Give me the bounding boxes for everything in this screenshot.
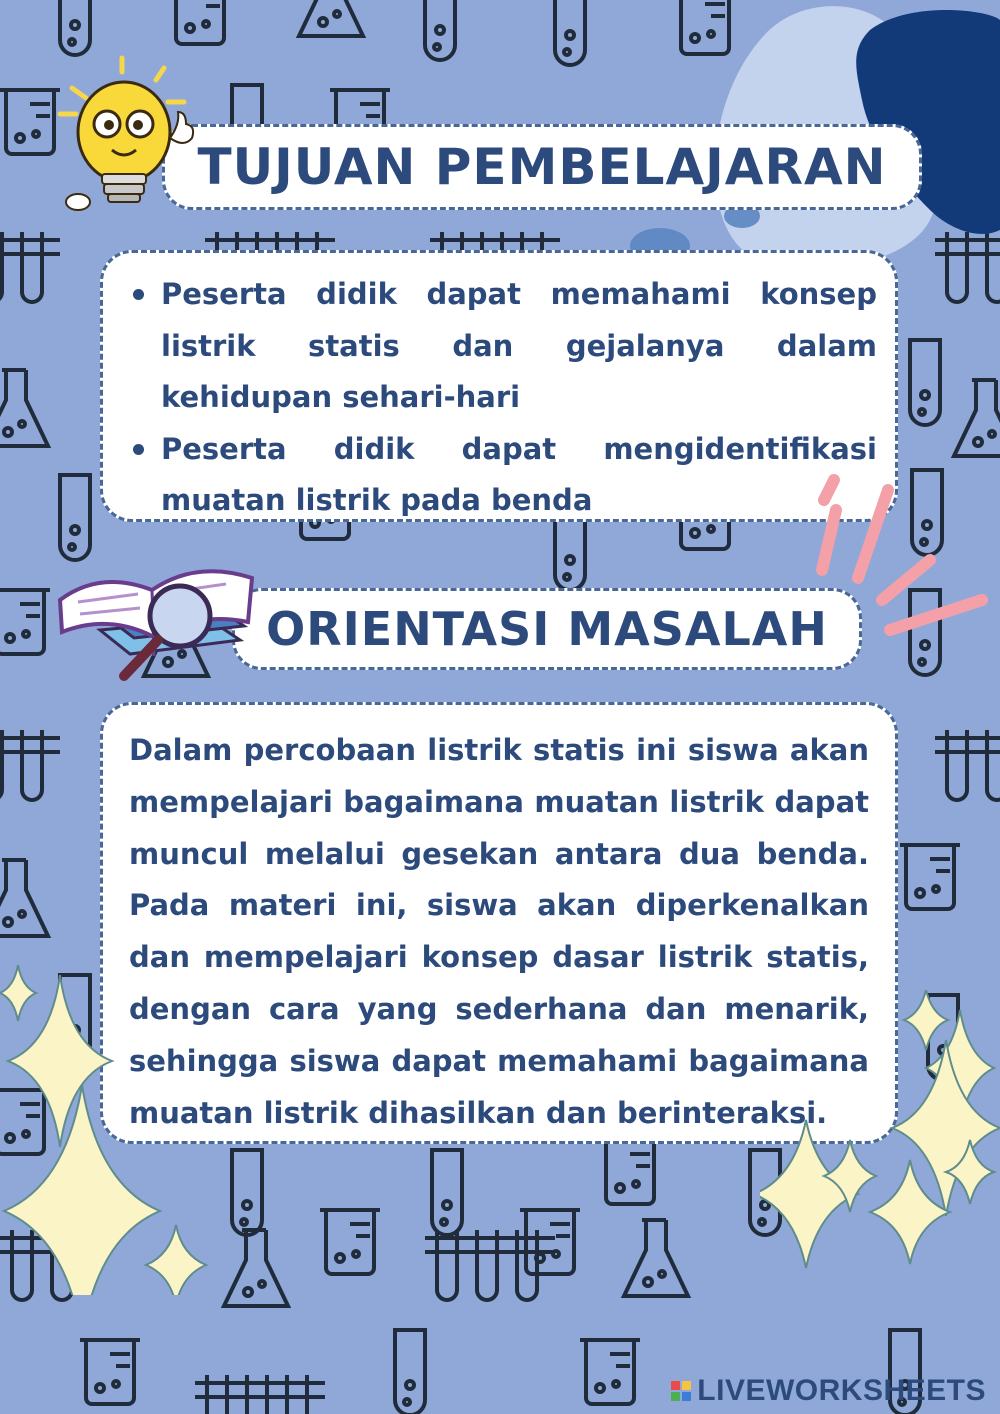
goals-card bbox=[100, 250, 898, 522]
sparkle-icon bbox=[0, 965, 230, 1295]
liveworksheets-brand: LIVEWORKSHEETS bbox=[697, 1374, 986, 1407]
sparkle-icon bbox=[760, 990, 1000, 1290]
problem-title: ORIENTASI MASALAH bbox=[232, 588, 862, 670]
pink-burst-decoration bbox=[810, 460, 1000, 650]
goal-item: Peserta didik dapat mengidentifikasi muatan listrik pada benda bbox=[127, 424, 877, 527]
magnifier-icon bbox=[110, 570, 230, 690]
problem-text: Dalam percobaan listrik statis ini siswa akan mempelajari bagaimana muatan listrik dapat muncul melalui gesekan antara dua benda. Pada materi ini, siswa akan diperkenalkan dan mempelajari konsep dasar listrik statis, dengan cara yang sederhana dan menarik, sehingga siswa dapat memahami bagaimana muatan listrik dihasilkan dan berinteraksi. bbox=[129, 733, 869, 1130]
goal-item: Peserta didik dapat memahami konsep listrik statis dan gejalanya dalam kehidupan sehari-hari bbox=[127, 269, 877, 424]
goals-title: TUJUAN PEMBELAJARAN bbox=[162, 124, 922, 210]
liveworksheets-grid-icon bbox=[671, 1381, 691, 1401]
lightbulb-mascot-icon bbox=[52, 52, 222, 222]
goals-list bbox=[127, 269, 877, 527]
liveworksheets-logo[interactable] bbox=[671, 1374, 986, 1408]
